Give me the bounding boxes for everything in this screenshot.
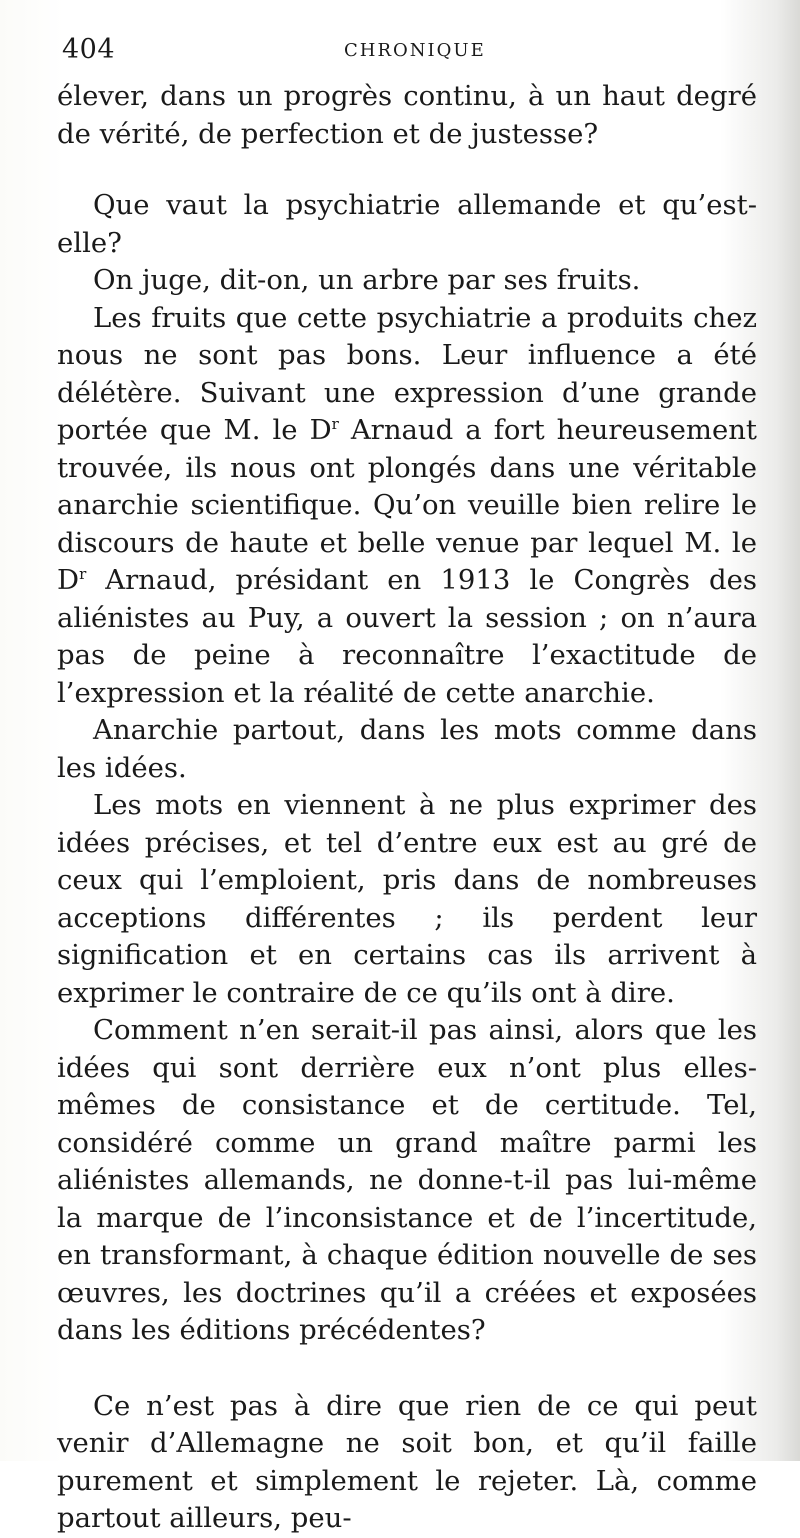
paragraph: On juge, dit-on, un arbre par ses fruits. — [93, 264, 641, 296]
paragraph: Comment n’en serait-il pas ainsi, alors que les idées qui sont derrière eux n’ont plus elles-mêmes de consistance et de certitude. Tel, considéré comme un grand maître parmi les aliénistes allemands, ne donne-t-il pas lui-même la marque de l’inconsistance et de l’incertitude, en transformant, à chaque édition nouvelle de ses œuvres, les doctrines qu’il a créées et exposées dans les éditions précédentes? — [57, 1014, 757, 1346]
paragraph-continued: élever, dans un progrès continu, à un haut degré de vérité, de perfection et de justesse? — [57, 80, 757, 150]
text-run: Arnaud a fort heureusement trouvée, ils nous ont plongés dans une véritable anarchie scientifique. Qu’on veuille bien relire le discours de haute et belle venue par lequel M. le D — [57, 414, 757, 596]
page-header — [62, 34, 740, 74]
running-title: CHRONIQUE — [344, 40, 486, 61]
text-run: Les fruits que cette psychiatrie a produits chez nous ne sont pas bons. Leur influence a été délétère. Suivant une expression d’une grande portée que M. le D — [57, 301, 757, 446]
superscript: r — [331, 415, 339, 433]
paragraph — [57, 300, 757, 713]
paragraph: Anarchie partout, dans les mots comme dans les idées. — [57, 714, 757, 784]
paragraph: Les mots en viennent à ne plus exprimer des idées précises, et tel d’entre eux est au gré de ceux qui l’emploient, pris dans de nombreuses acceptions différentes ; ils perdent leur signification et en certains cas ils arrivent à exprimer le contraire de ce qu’ils ont à dire. — [57, 789, 757, 1009]
page-number: 404 — [62, 34, 116, 65]
text-run: Arnaud, présidant en 1913 le Congrès des aliénistes au Puy, a ouvert la session ; on n’aura pas de peine à reconnaître l’exactitude de l’expression et la réalité de cette anarchie. — [57, 564, 757, 709]
paragraph: Ce n’est pas à dire que rien de ce qui peut venir d’Allemagne ne soit bon, et qu’il faille purement et simplement le rejeter. Là, comme partout ailleurs, peu- — [57, 1389, 757, 1534]
paragraph: Que vaut la psychiatrie allemande et qu’est-elle? — [57, 189, 757, 259]
body-text — [57, 78, 757, 1538]
superscript: r — [79, 565, 87, 583]
